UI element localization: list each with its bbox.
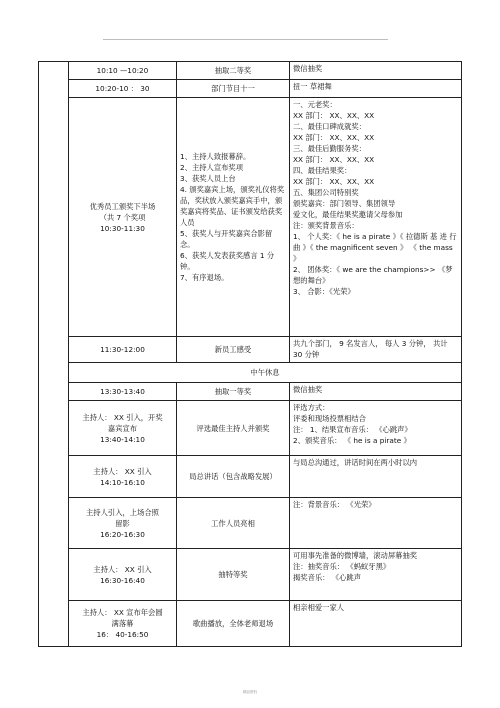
notes-cell: 评选方式： 评委和现场投票相结合 注： 1、结果宣布音乐： 《心跳声》 2、颁奖音乐： 《 he is a pirate 》 <box>290 401 462 456</box>
table-row <box>39 456 462 498</box>
time-cell: 11:30-12:00 <box>69 337 177 363</box>
time-cell: 13:30-13:40 <box>69 383 177 401</box>
content-cell: 评选最佳主持人并颁奖 <box>177 401 290 456</box>
notes-cell: 微信抽奖 <box>290 62 462 80</box>
content-cell: 局总讲话（包含战略发展） <box>177 456 290 498</box>
content-cell: 部门节目十一 <box>177 80 290 98</box>
notes-cell: 共九个部门， 9 名发言人， 每人 3 分钟， 共计 30 分钟 <box>290 337 462 363</box>
notes-cell: 可用事先准备的微博墙，滚动屏幕抽奖 注：抽奖音乐： 《蚂蚁牙黑》 揭奖音乐： 《心跳声 <box>290 549 462 601</box>
table-row <box>39 80 462 98</box>
notes-cell: 相亲相爱一家人 <box>290 601 462 647</box>
table-row <box>39 62 462 80</box>
notes-cell: 一、元老奖： XX 部门： XX、XX、XX 二、最佳口碑成就奖： XX 部门： XX、XX、XX 三、最佳后勤服务奖： XX 部门： XX、XX、XX 四、最佳结果奖： XX 部门： XX、XX、XX 五、集团公司特别奖 颁奖嘉宾：部门领导、集团领导 爱文化，最佳结果奖邀请父母参加 注：颁奖背景音乐： 1、 个人奖：《 he is a pirate 》《 拉德斯 基 进 行 曲 》《 the magnificent seven 》 《 the mass 》 2、 团体奖：《 we are the champions>> 《梦想的舞台》 3、 合影：《光荣》 <box>290 98 462 337</box>
table-row <box>39 498 462 549</box>
schedule-table <box>38 61 462 647</box>
time-cell: 主持人： XX 引入，开奖 嘉宾宣布 13:40-14:10 <box>69 401 177 456</box>
content-cell: 工作人员亮相 <box>177 498 290 549</box>
blank-column <box>39 62 69 647</box>
content-cell: 抽特等奖 <box>177 549 290 601</box>
notes-cell: 注：背景音乐： 《光荣》 <box>290 498 462 549</box>
time-cell: 主持人： XX 引入 14:10-16:10 <box>69 456 177 498</box>
time-cell: 主持人： XX 引入 16:30-16:40 <box>69 549 177 601</box>
content-cell: 歌曲播放，全体老师退场 <box>177 601 290 647</box>
header-rule <box>103 39 388 40</box>
content-cell: 抽取二等奖 <box>177 62 290 80</box>
notes-cell: 与局总沟通过，讲话时间在两小时以内 <box>290 456 462 498</box>
notes-cell: 扭一 草裙舞 <box>290 80 462 98</box>
notes-cell: 微信抽奖 <box>290 383 462 401</box>
table-row <box>39 549 462 601</box>
table-row <box>39 401 462 456</box>
page-footer: 精品资料 <box>243 690 257 694</box>
table-row <box>39 337 462 363</box>
content-cell: 抽取一等奖 <box>177 383 290 401</box>
table-row <box>39 363 462 383</box>
time-cell: 主持人： XX 宣布年会圆 满落幕 16： 40-16:50 <box>69 601 177 647</box>
table-row <box>39 98 462 337</box>
time-cell: 优秀员工颁奖下半场 （共 7 个奖项 10:30-11:30 <box>69 98 177 337</box>
lunch-break-cell: 中午休息 <box>69 363 462 383</box>
table-row <box>39 601 462 647</box>
content-cell: 新员工感受 <box>177 337 290 363</box>
time-cell: 主持人引入，上场合照 留影 16:20-16:30 <box>69 498 177 549</box>
content-cell: 1、主持人致报幕辞。 2、主持人宣布奖项 3、获奖人员上台 4. 颁奖嘉宾上场，颁奖礼仪将奖品，奖状放入颁奖嘉宾手中，颁奖嘉宾将奖品、证书颁发给获奖人员 5、获奖人与开奖嘉宾合影留念。 6、获奖人发表获奖感言 1 分钟。 7、有序退场。 <box>177 98 290 337</box>
time-cell: 10:20-10 ： 30 <box>69 80 177 98</box>
table-row <box>39 383 462 401</box>
time-cell: 10:10 —10:20 <box>69 62 177 80</box>
